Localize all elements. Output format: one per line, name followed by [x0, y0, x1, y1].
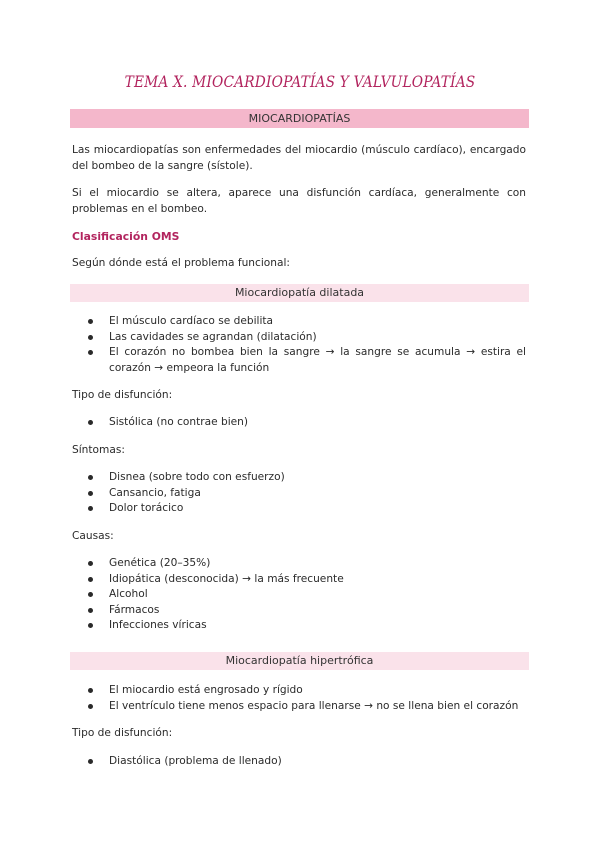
section-header-miocardiopatias: MIOCARDIOPATÍAS: [70, 109, 529, 128]
hipertrofica-tipo-label: Tipo de disfunción:: [72, 727, 173, 739]
list-item: El corazón no bombea bien la sangre → la sangre se acumula → estira el corazón → empeora la función: [72, 345, 526, 376]
list-item: Sistólica (no contrae bien): [72, 415, 526, 431]
list-item: Alcohol: [72, 587, 526, 603]
list-item: Fármacos: [72, 603, 526, 619]
dilatada-causas-list: [72, 556, 526, 634]
hipertrofica-tipo-list: [72, 754, 526, 770]
list-item: El ventrículo tiene menos espacio para llenarse → no se llena bien el corazón: [72, 699, 526, 715]
dilatada-sintomas-label: Síntomas:: [72, 444, 125, 456]
intro-paragraph-2: Si el miocardio se altera, aparece una disfunción cardíaca, generalmente con problemas en el bombeo.: [72, 187, 526, 215]
intro-paragraph-1: Las miocardiopatías son enfermedades del miocardio (músculo cardíaco), encargado del bombeo de la sangre (sístole).: [72, 144, 526, 172]
list-item: Dolor torácico: [72, 501, 526, 517]
list-item: Genética (20–35%): [72, 556, 526, 572]
dilatada-tipo-label: Tipo de disfunción:: [72, 389, 173, 401]
list-item: Cansancio, fatiga: [72, 486, 526, 502]
list-item: El miocardio está engrosado y rígido: [72, 683, 526, 699]
dilatada-causas-label: Causas:: [72, 530, 114, 542]
list-item: Infecciones víricas: [72, 618, 526, 634]
subsection-header-hipertrofica: Miocardiopatía hipertrófica: [70, 652, 529, 670]
classification-heading: Clasificación OMS: [72, 230, 180, 243]
dilatada-tipo-list: [72, 415, 526, 431]
list-item: Las cavidades se agrandan (dilatación): [72, 330, 526, 346]
dilatada-bullet-list: [72, 314, 526, 376]
classification-lead: Según dónde está el problema funcional:: [72, 257, 290, 269]
list-item: Disnea (sobre todo con esfuerzo): [72, 470, 526, 486]
page-title: TEMA X. MIOCARDIOPATÍAS Y VALVULOPATÍAS: [124, 72, 476, 91]
hipertrofica-bullet-list: [72, 683, 526, 714]
list-item: Idiopática (desconocida) → la más frecuente: [72, 572, 526, 588]
list-item: El músculo cardíaco se debilita: [72, 314, 526, 330]
subsection-header-dilatada: Miocardiopatía dilatada: [70, 284, 529, 302]
dilatada-sintomas-list: [72, 470, 526, 517]
list-item: Diastólica (problema de llenado): [72, 754, 526, 770]
